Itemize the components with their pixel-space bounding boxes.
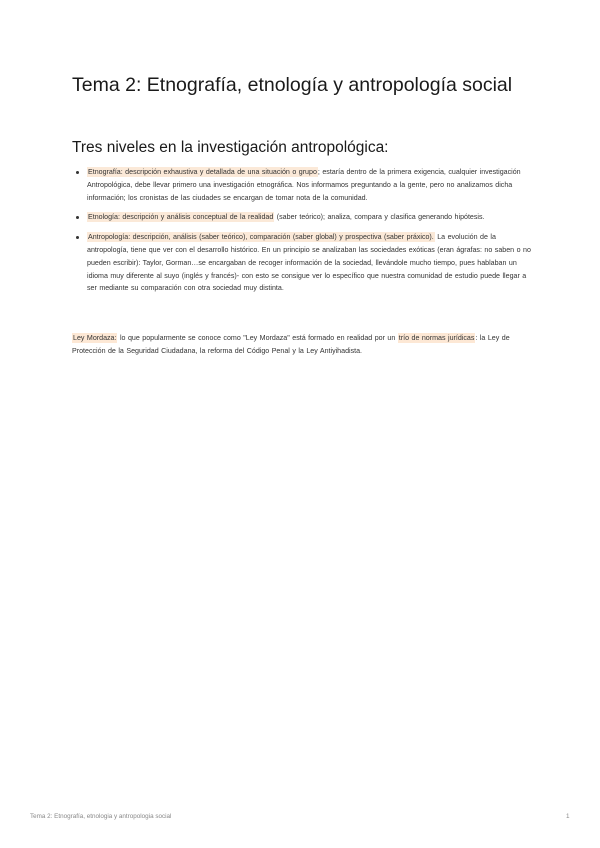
section-heading: Tres niveles en la investigación antropológica:	[72, 139, 389, 156]
list-item-text: La evolución de la antropología, tiene que ver con el desarrollo histórico. En un principio se analizaban las sociedades exóticas (eran ágrafas: no saben o no pueden escribir): Taylor, Gorman…se encargaban de recoger información de la sociedad, llevándole mucho tiempo, pues hablaban un idioma muy diferente al suyo (inglés y francés)- con esto se consigue ver lo específico que nuestra comunidad de estudio puede llegar a ser mediante su comparación con otra sociedad muy distinta.	[87, 233, 531, 293]
list-item-etnografia	[72, 166, 532, 204]
bullet-icon	[76, 216, 79, 219]
list-item-text: (saber teórico); analiza, compara y clasifica generando hipótesis.	[274, 213, 485, 222]
highlighted-term: trío de normas jurídicas	[398, 334, 475, 342]
list-item-etnologia	[72, 211, 532, 224]
footer-title: Tema 2: Etnografía, etnologia y antropologia social	[30, 813, 172, 820]
list-item-antropologia	[72, 231, 532, 295]
list-item-text: ; estaría dentro de la primera exigencia, cualquier investigación Antropológica, debe llevar primero una investigación etnográfica. Nos informamos preguntando a la gente, pero no analizamos dicha información; los cronistas de las ciudades se encargan de tomar nota de la comunidad.	[87, 168, 521, 202]
bullet-list	[72, 166, 532, 302]
highlighted-term: Ley Mordaza:	[73, 334, 117, 342]
ley-mordaza-paragraph	[72, 332, 542, 358]
highlighted-term: Etnografía: descripción exhaustiva y detallada de una situación o grupo	[88, 168, 317, 176]
paragraph-text: : la Ley de Protección de la Seguridad Ciudadana, la reforma del Código Penal y la Ley Antiyihadista.	[72, 334, 510, 355]
bullet-icon	[76, 236, 79, 239]
paragraph-text: lo que popularmente se conoce como "Ley Mordaza" está formado en realidad por un	[117, 334, 398, 342]
bullet-icon	[76, 171, 79, 174]
highlighted-term: Antropología: descripción, análisis (saber teórico), comparación (saber global) y prospectiva (saber práxico).	[88, 233, 434, 242]
highlighted-term: Etnología: descripción y análisis conceptual de la realidad	[88, 213, 274, 222]
page-title: Tema 2: Etnografía, etnología y antropología social	[72, 74, 513, 96]
page-number: 1	[566, 813, 570, 820]
